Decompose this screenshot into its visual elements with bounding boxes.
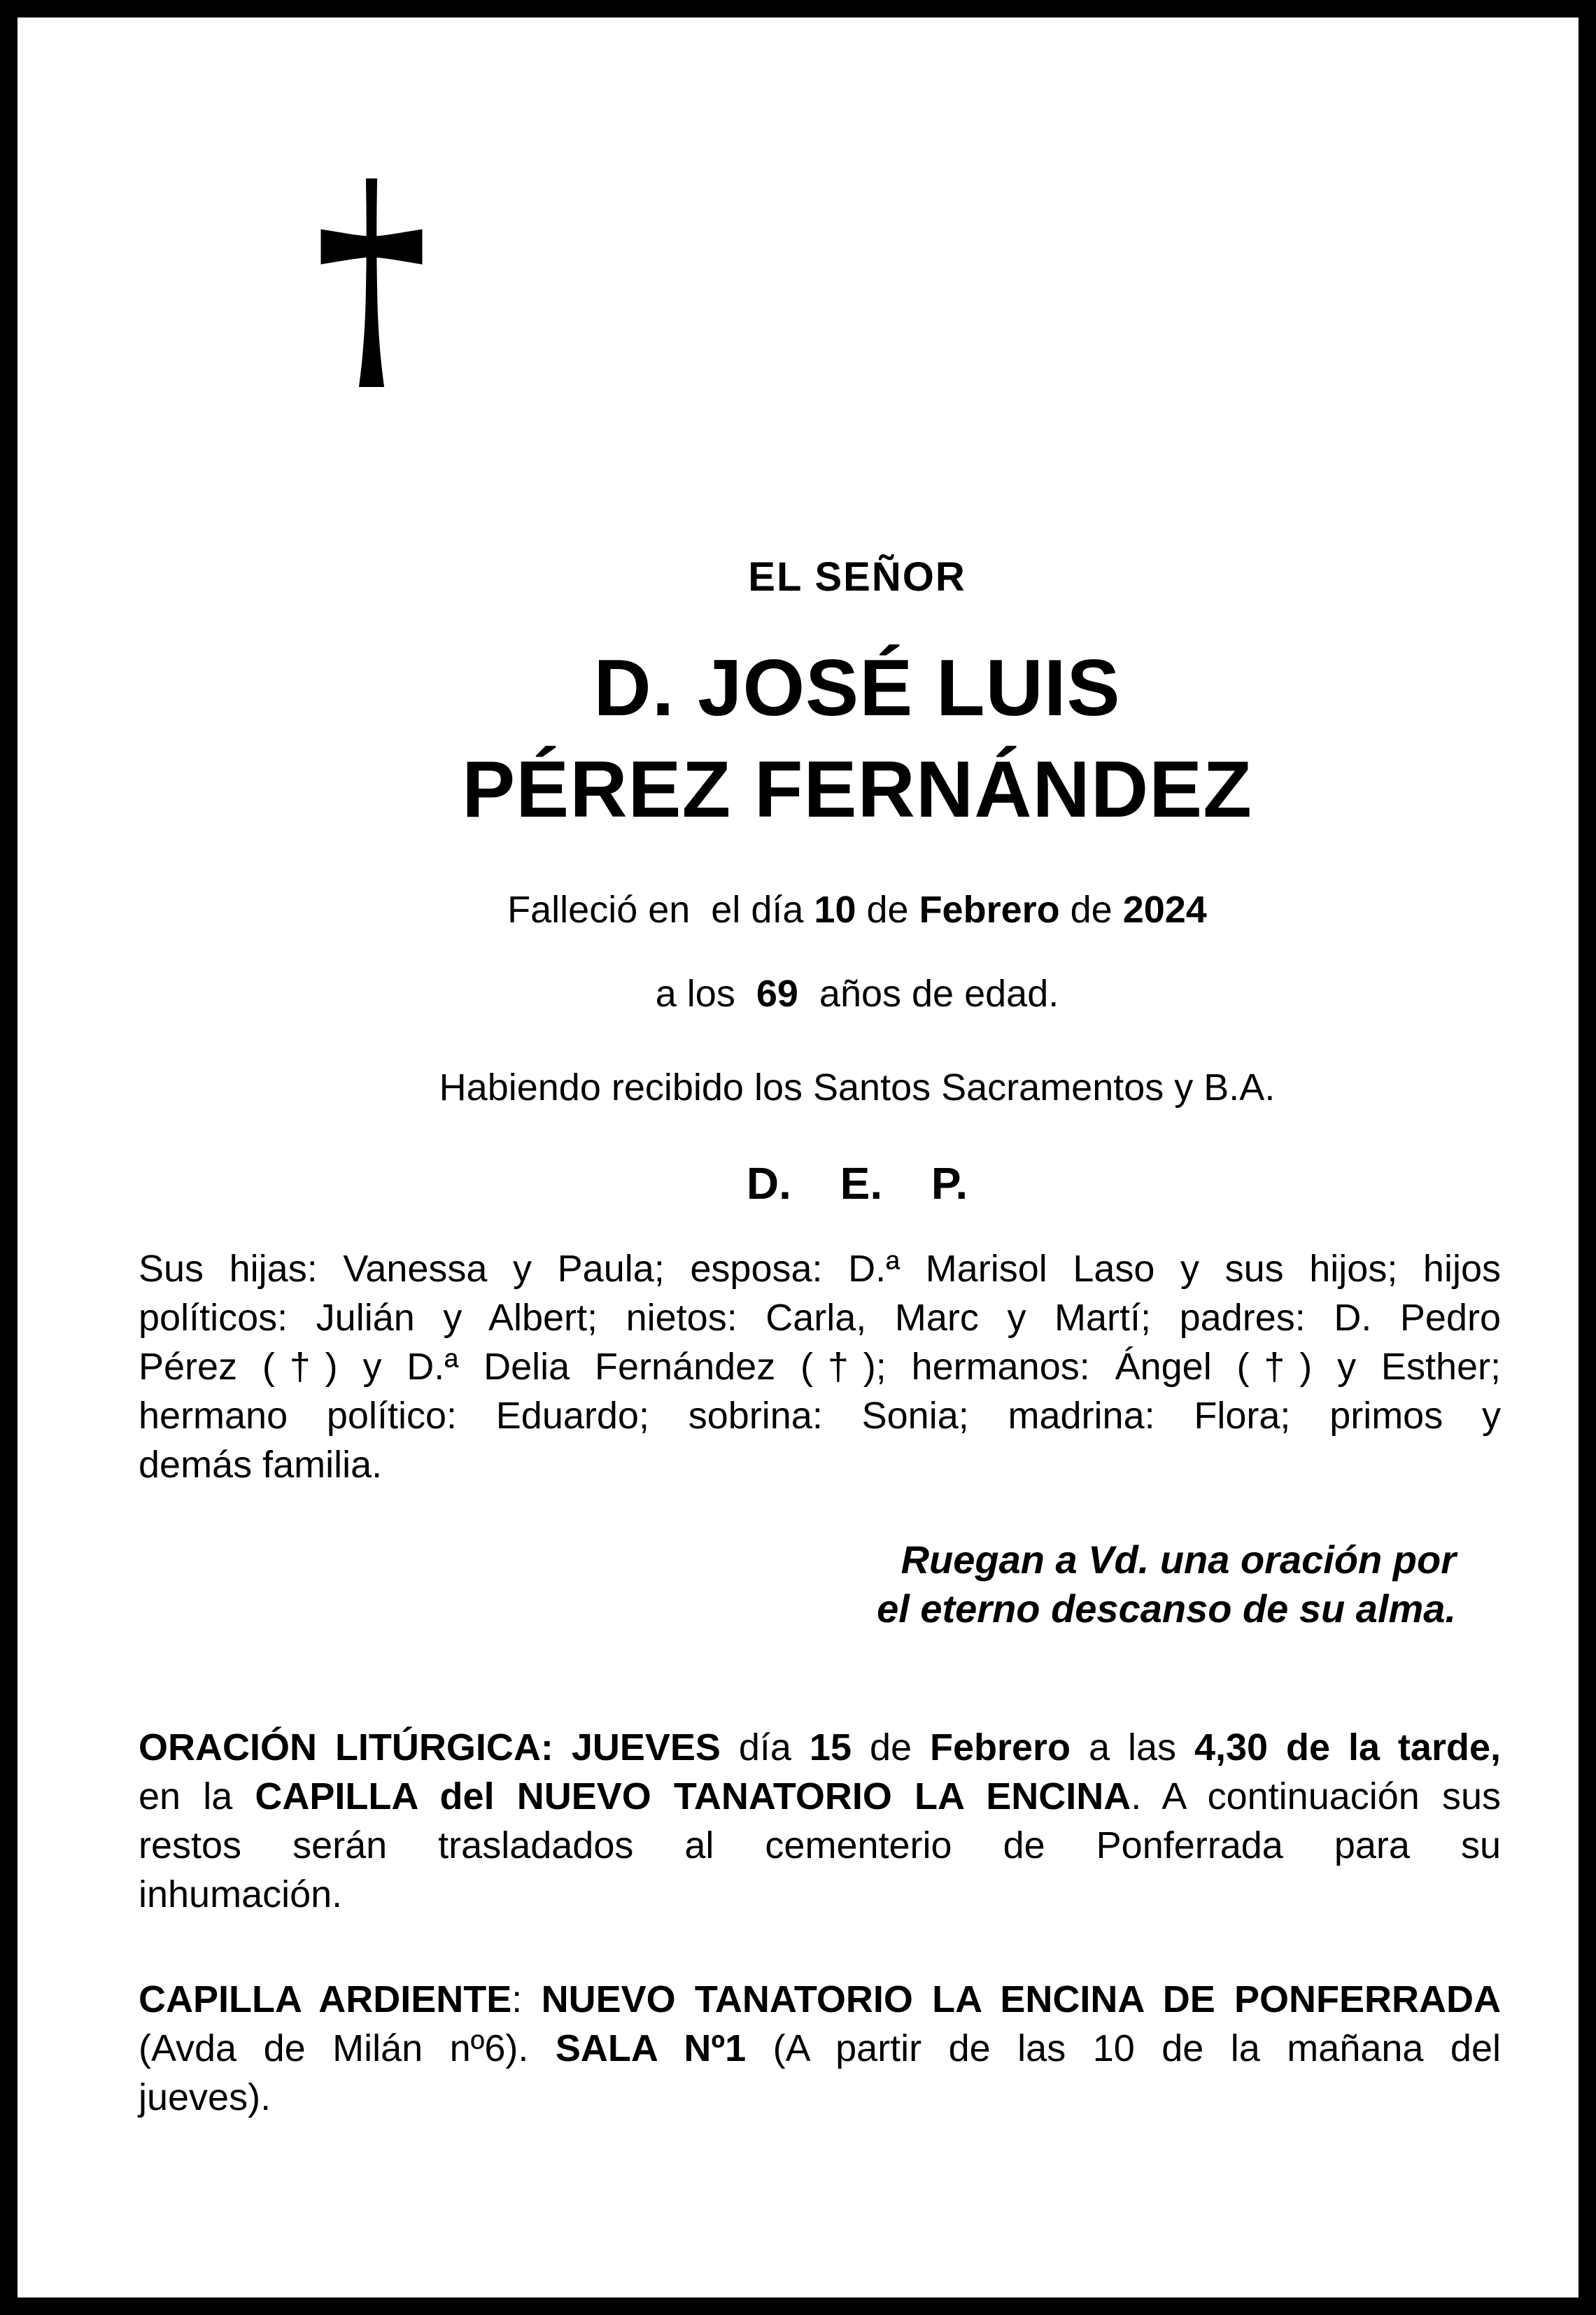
prayer-request	[877, 1535, 1456, 1633]
liturgy-line: restos serán trasladados al cementerio de Ponferrada para su	[139, 1824, 1501, 1866]
death-date-line: Falleció en el día 10 de Febrero de 2024	[507, 889, 1207, 931]
wake-line: jueves).	[139, 2076, 271, 2118]
dep-abbreviation: D. E. P.	[746, 1158, 968, 1209]
pre-title: EL SEÑOR	[748, 554, 966, 600]
prayer-request-line1: Ruegan a Vd. una oración por	[901, 1538, 1456, 1582]
family-line: demás familia.	[139, 1444, 383, 1486]
sacraments-line: Habiendo recibido los Santos Sacramentos y B.A.	[439, 1067, 1276, 1109]
cross-icon	[318, 177, 425, 388]
deceased-name-line2: PÉREZ FERNÁNDEZ	[462, 745, 1252, 834]
liturgy-line: ORACIÓN LITÚRGICA: JUEVES día 15 de Febrero a las 4,30 de la tarde,	[139, 1726, 1501, 1768]
family-paragraph	[139, 1244, 1501, 1489]
wake-line: (Avda de Milán nº6). SALA Nº1 (A partir de las 10 de la mañana del	[139, 2027, 1501, 2069]
family-line: Sus hijas: Vanessa y Paula; esposa: D.ª Marisol Laso y sus hijos; hijos	[139, 1248, 1501, 1290]
age-line: a los 69 años de edad.	[655, 973, 1059, 1015]
prayer-request-line2: el eterno descanso de su alma.	[877, 1586, 1456, 1631]
family-line: hermano político: Eduardo; sobrina: Sonia; madrina: Flora; primos y	[139, 1395, 1501, 1437]
wake-line: CAPILLA ARDIENTE: NUEVO TANATORIO LA ENCINA DE PONFERRADA	[139, 1978, 1502, 2020]
family-line: políticos: Julián y Albert; nietos: Carla, Marc y Martí; padres: D. Pedro	[139, 1297, 1501, 1339]
liturgy-line: inhumación.	[139, 1873, 343, 1915]
liturgy-line: en la CAPILLA del NUEVO TANATORIO LA ENCINA. A continuación sus	[139, 1775, 1502, 1817]
deceased-name-line1: D. JOSÉ LUIS	[593, 644, 1121, 733]
wake-paragraph	[139, 1975, 1501, 2122]
family-line: Pérez (†) y D.ª Delia Fernández (†); hermanos: Ángel (†) y Esther;	[139, 1346, 1501, 1388]
liturgy-paragraph	[139, 1723, 1501, 1919]
